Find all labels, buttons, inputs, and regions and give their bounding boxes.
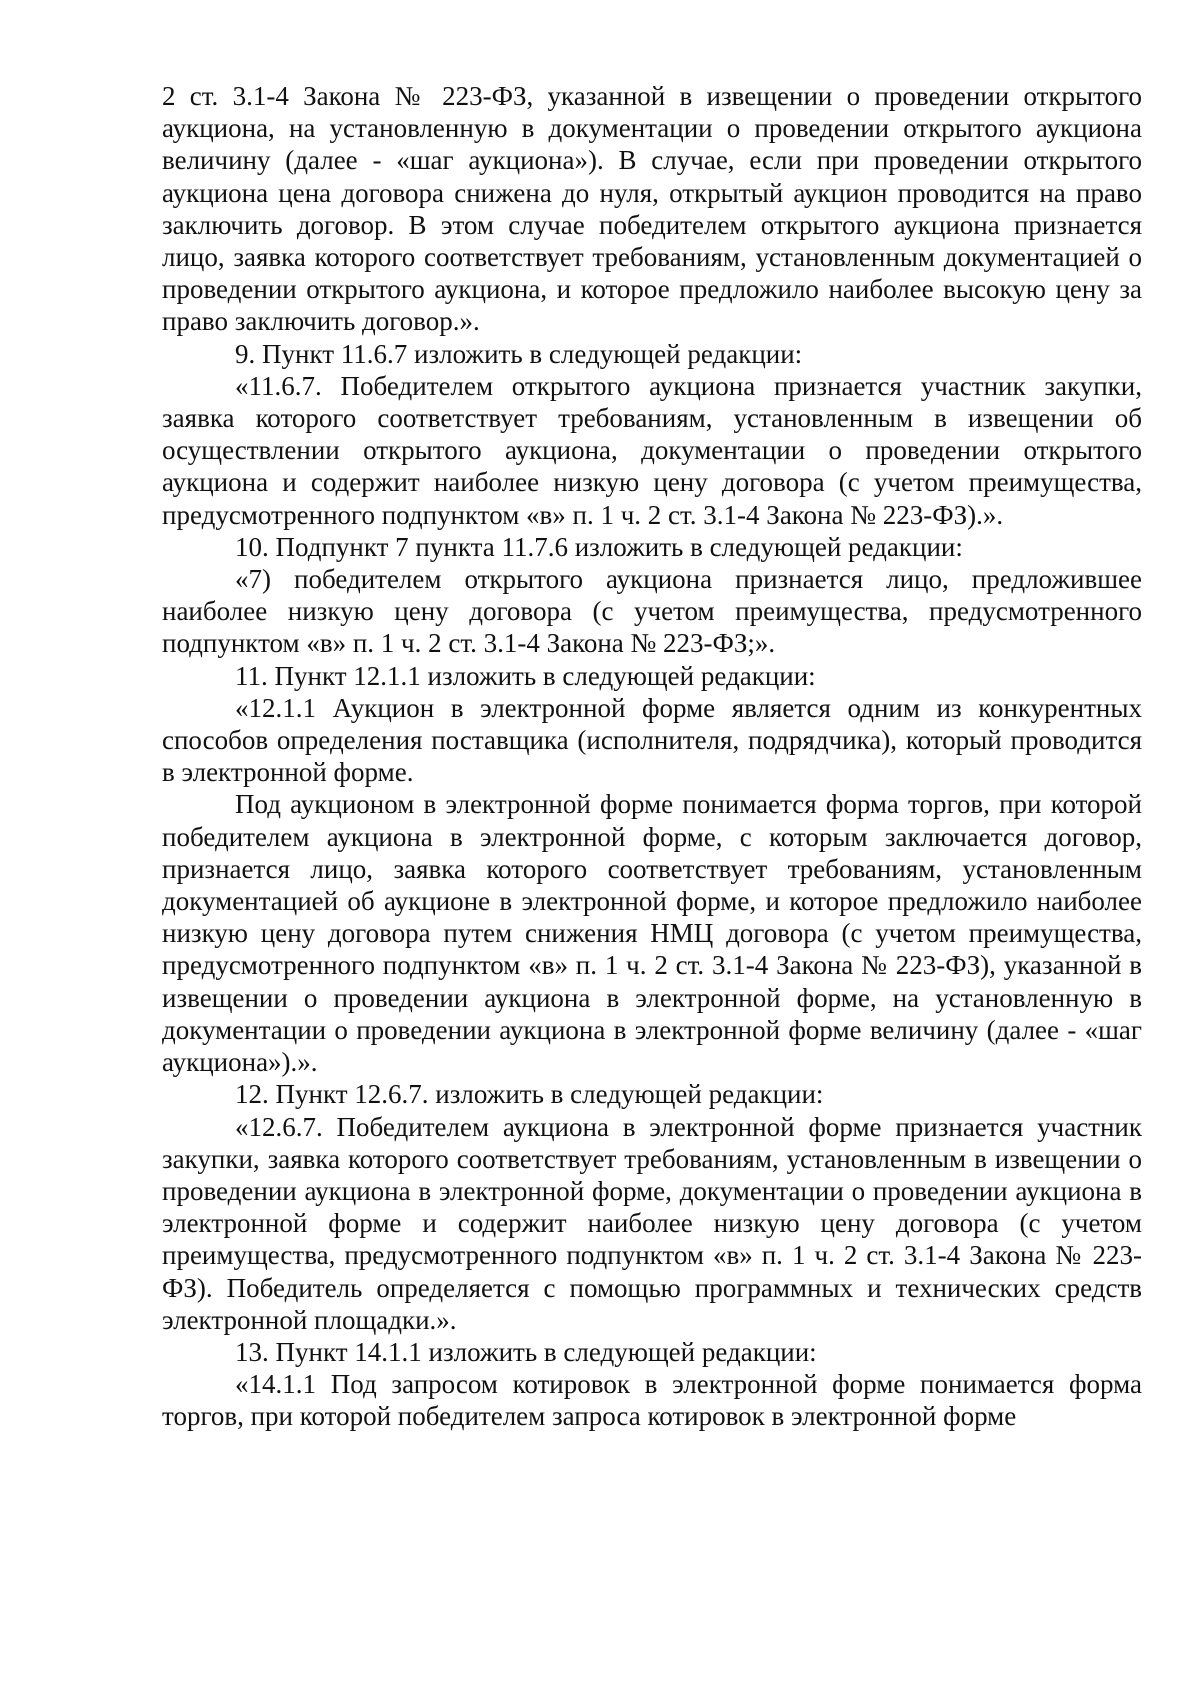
paragraph-continuation: 2 ст. 3.1-4 Закона № 223-ФЗ, указанной в извещении о проведении открытого аукциона, на установленную в документации о проведении открытого аукциона величину (далее - «шаг аукциона»). В случае, если при проведении открытого аукциона цена договора снижена до нуля, открытый аукцион проводится на право заключить договор. В этом случае победителем открытого аукциона признается лицо, заявка которого соответствует требованиям, установленным документацией о проведении открытого аукциона, и которое предложило наиболее высокую цену за право заключить договор.». <box>162 81 1142 337</box>
item-12-text: «12.6.7. Победителем аукциона в электронной форме признается участник закупки, заявка которого соответствует требованиям, установленным в извещении о проведении аукциона в электронной форме, документации о проведении аукциона в электронной форме и содержит наиболее низкую цену договора (с учетом преимущества, предусмотренного подпунктом «в» п. 1 ч. 2 ст. 3.1-4 Закона № 223-ФЗ). Победитель определяется с помощью программных и технических средств электронной площадки.». <box>162 1111 1142 1335</box>
item-11-heading: 11. Пункт 12.1.1 изложить в следующей редакции: <box>235 660 816 691</box>
item-10-heading: 10. Подпункт 7 пункта 11.7.6 изложить в следующей редакции: <box>235 531 963 562</box>
item-9-heading: 9. Пункт 11.6.7 изложить в следующей редакции: <box>235 338 803 369</box>
item-10-text: «7) победителем открытого аукциона признается лицо, предложившее наиболее низкую цену договора (с учетом преимущества, предусмотренного подпунктом «в» п. 1 ч. 2 ст. 3.1-4 Закона № 223-ФЗ;». <box>162 564 1142 659</box>
item-9-text: «11.6.7. Победителем открытого аукциона признается участник закупки, заявка которого соответствует требованиям, установленным в извещении об осуществлении открытого аукциона, документации о проведении открытого аукциона и содержит наиболее низкую цену договора (с учетом преимущества, предусмотренного подпунктом «в» п. 1 ч. 2 ст. 3.1-4 Закона № 223-ФЗ).». <box>162 370 1142 530</box>
item-12-heading: 12. Пункт 12.6.7. изложить в следующей редакции: <box>235 1079 824 1110</box>
item-13-text: «14.1.1 Под запросом котировок в электронной форме понимается форма торгов, при которой победителем запроса котировок в электронной форме <box>162 1369 1142 1432</box>
item-11-text-continued: Под аукционом в электронной форме понимается форма торгов, при которой победителем аукциона в электронной форме, с которым заключается договор, признается лицо, заявка которого соответствует требованиям, установленным документацией об аукционе в электронной форме, и которое предложило наиболее низкую цену договора путем снижения НМЦ договора (с учетом преимущества, предусмотренного подпунктом «в» п. 1 ч. 2 ст. 3.1-4 Закона № 223-ФЗ), указанной в извещении о проведении аукциона в электронной форме, на установленную в документации о проведении аукциона в электронной форме величину (далее - «шаг аукциона»).». <box>162 789 1142 1078</box>
item-11-text: «12.1.1 Аукцион в электронной форме является одним из конкурентных способов определения поставщика (исполнителя, подрядчика), который проводится в электронной форме. <box>162 692 1142 788</box>
item-13-heading: 13. Пункт 14.1.1 изложить в следующей редакции: <box>235 1336 817 1367</box>
document-body <box>162 80 1142 1433</box>
